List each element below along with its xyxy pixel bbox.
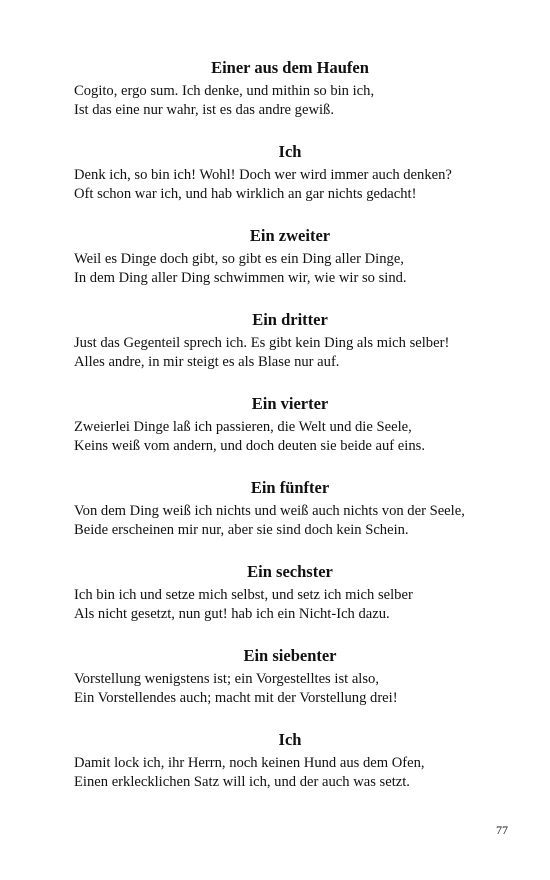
stanza-heading: Ich xyxy=(278,730,302,749)
verse-line: Damit lock ich, ihr Herrn, noch keinen Hund aus dem Ofen, xyxy=(74,755,425,771)
verse-line: Oft schon war ich, und hab wirklich an gar nichts gedacht! xyxy=(74,186,417,202)
verse-line: Einen erklecklichen Satz will ich, und der auch was setzt. xyxy=(74,774,410,790)
verse-line: Ist das eine nur wahr, ist es das andre gewiß. xyxy=(74,102,335,118)
verse-line: Alles andre, in mir steigt es als Blase nur auf. xyxy=(74,354,340,370)
stanza-7 xyxy=(74,562,514,624)
stanza-8 xyxy=(74,646,514,708)
stanza-5 xyxy=(74,394,514,456)
stanza-heading: Ich xyxy=(278,142,302,161)
stanza-3 xyxy=(74,226,514,288)
verse-line: Just das Gegenteil sprech ich. Es gibt kein Ding als mich selber! xyxy=(74,335,450,351)
verse-line: Zweierlei Dinge laß ich passieren, die Welt und die Seele, xyxy=(74,419,412,435)
verse-line: Beide erscheinen mir nur, aber sie sind doch kein Schein. xyxy=(74,522,409,538)
stanza-heading: Ein siebenter xyxy=(243,646,337,665)
stanza-heading: Ein vierter xyxy=(251,394,329,413)
stanza-heading: Ein sechster xyxy=(247,562,333,581)
verse-line: In dem Ding aller Ding schwimmen wir, wie wir so sind. xyxy=(74,270,407,286)
stanza-9 xyxy=(74,730,514,792)
stanza-heading: Ein zweiter xyxy=(249,226,331,245)
verse-line: Denk ich, so bin ich! Wohl! Doch wer wird immer auch denken? xyxy=(74,167,452,183)
stanza-2 xyxy=(74,142,514,204)
verse-line: Ein Vorstellendes auch; macht mit der Vorstellung drei! xyxy=(74,690,398,706)
stanza-4 xyxy=(74,310,514,372)
stanza-heading: Ein dritter xyxy=(252,310,328,329)
verse-line: Ich bin ich und setze mich selbst, und setz ich mich selber xyxy=(74,587,413,603)
verse-line: Cogito, ergo sum. Ich denke, und mithin so bin ich, xyxy=(74,83,375,99)
stanza-heading: Ein fünfter xyxy=(250,478,330,497)
stanza-6 xyxy=(74,478,514,540)
stanza-heading: Einer aus dem Haufen xyxy=(211,58,369,77)
verse-line: Vorstellung wenigstens ist; ein Vorgestelltes ist also, xyxy=(74,671,379,687)
verse-line: Keins weiß vom andern, und doch deuten sie beide auf eins. xyxy=(74,438,425,454)
stanza-1 xyxy=(74,58,514,120)
verse-line: Als nicht gesetzt, nun gut! hab ich ein Nicht-Ich dazu. xyxy=(74,606,390,622)
verse-line: Weil es Dinge doch gibt, so gibt es ein Ding aller Dinge, xyxy=(74,251,404,267)
verse-line: Von dem Ding weiß ich nichts und weiß auch nichts von der Seele, xyxy=(74,503,465,519)
page-number: 77 xyxy=(496,823,508,837)
